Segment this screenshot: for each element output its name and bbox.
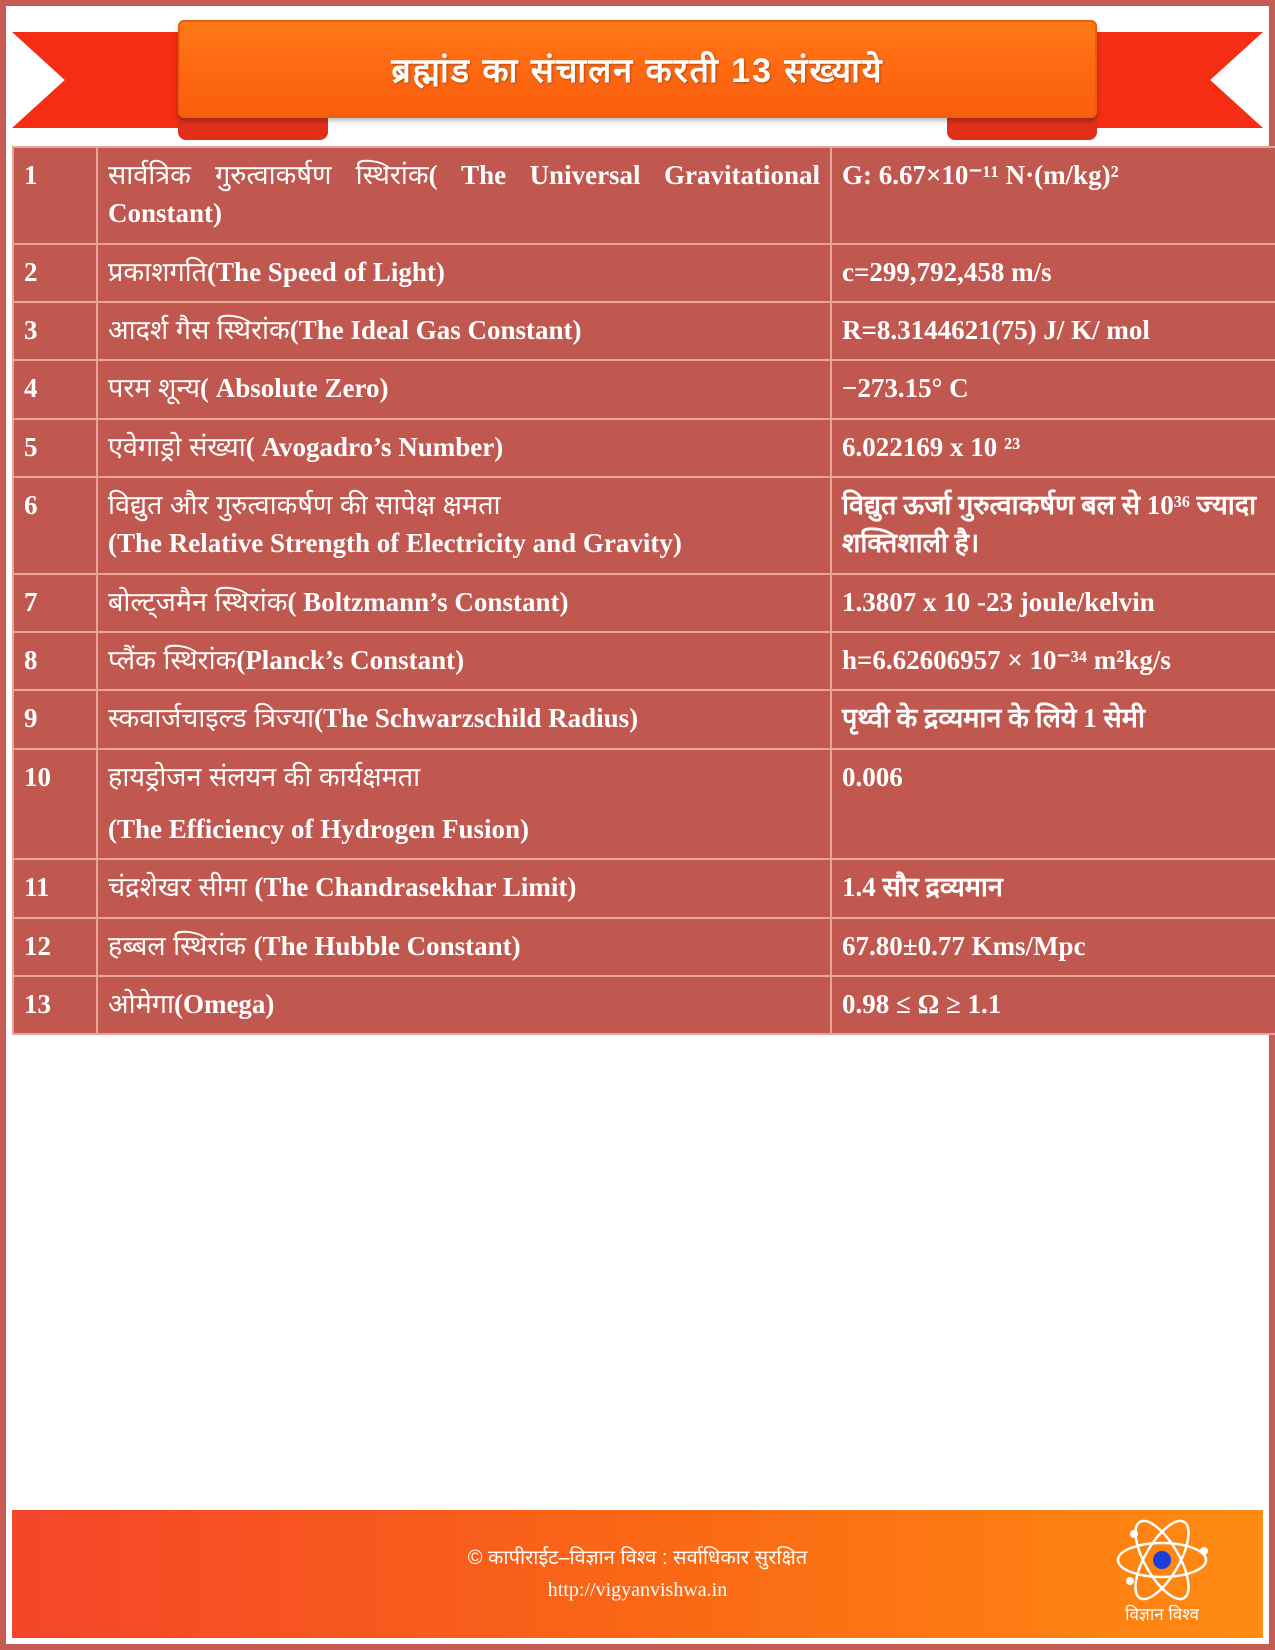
row-name-hindi: चंद्रशेखर सीमा <box>108 872 255 903</box>
atom-icon <box>1107 1518 1217 1602</box>
row-name <box>97 976 831 1034</box>
banner-area <box>6 6 1269 146</box>
row-name-english: ( Absolute Zero) <box>200 373 389 404</box>
row-name <box>97 360 831 418</box>
row-value: R=8.3144621(75) J/ K/ mol <box>831 302 1275 360</box>
row-value: 0.006 <box>831 749 1275 860</box>
row-number: 7 <box>13 574 97 632</box>
row-number: 1 <box>13 147 97 244</box>
page-title: ब्रह्मांड का संचालन करती 13 संख्याये <box>391 52 884 90</box>
row-number: 4 <box>13 360 97 418</box>
row-number: 10 <box>13 749 97 860</box>
row-name-hindi: प्रकाशगति <box>108 256 208 287</box>
row-name-hindi: हब्बल स्थिरांक <box>108 930 254 961</box>
row-name <box>97 147 831 244</box>
row-number: 12 <box>13 918 97 976</box>
row-name-english: (The Ideal Gas Constant) <box>289 314 582 345</box>
row-name-english: ( Boltzmann’s Constant) <box>287 586 569 617</box>
row-value: −273.15° C <box>831 360 1275 418</box>
row-name <box>97 690 831 748</box>
row-name-english: (The Hubble Constant) <box>253 930 521 961</box>
table-row <box>13 147 1275 244</box>
title-banner <box>178 20 1097 118</box>
row-name-english: (Omega) <box>173 988 275 1019</box>
row-name-english: ( Avogadro’s Number) <box>245 431 504 462</box>
row-name-english: (Planck’s Constant) <box>236 644 465 675</box>
row-number: 8 <box>13 632 97 690</box>
row-value: 0.98 ≤ Ω ≥ 1.1 <box>831 976 1275 1034</box>
row-name <box>97 859 831 917</box>
table-row <box>13 976 1275 1034</box>
logo-label: विज्ञान विश्व <box>1125 1605 1199 1624</box>
row-number: 11 <box>13 859 97 917</box>
footer-text-block <box>468 1542 808 1606</box>
table-row <box>13 477 1275 574</box>
row-name-hindi: एवेगाड्रो संख्या <box>108 431 246 462</box>
table-row <box>13 419 1275 477</box>
copyright-text: © कापीराईट–विज्ञान विश्व : सर्वाधिकार सुरक्षित <box>467 1547 808 1569</box>
table-row <box>13 859 1275 917</box>
table-row <box>13 360 1275 418</box>
row-name-english: ( The Universal Gravitational Constant) <box>108 160 820 229</box>
row-name-hindi: प्लैंक स्थिरांक <box>108 644 237 675</box>
row-value: h=6.62606957 × 10⁻³⁴ m²kg/s <box>831 632 1275 690</box>
row-name-english: (The Speed of Light) <box>207 256 445 287</box>
row-name-spacer <box>108 796 820 810</box>
table-row <box>13 749 1275 860</box>
table-row <box>13 632 1275 690</box>
row-value: विद्युत ऊर्जा गुरुत्वाकर्षण बल से 10³⁶ ज्यादा शक्तिशाली है। <box>831 477 1275 574</box>
row-name-english: (The Schwarzschild Radius) <box>314 703 639 734</box>
row-name-hindi: स्कवार्जचाइल्ड त्रिज्या <box>108 703 315 734</box>
row-name <box>97 419 831 477</box>
row-name-english: (The Relative Strength of Electricity and Gravity) <box>108 528 682 559</box>
constants-table <box>12 146 1275 1035</box>
row-name-hindi: सार्वत्रिक गुरुत्वाकर्षण स्थिरांक <box>108 160 429 190</box>
row-number: 9 <box>13 690 97 748</box>
table-row <box>13 244 1275 302</box>
row-name-english: (The Efficiency of Hydrogen Fusion) <box>108 813 529 844</box>
row-name <box>97 574 831 632</box>
constants-table-body <box>13 147 1275 1034</box>
table-row <box>13 918 1275 976</box>
site-logo <box>1087 1518 1237 1625</box>
row-value: 6.022169 x 10 ²³ <box>831 419 1275 477</box>
row-name-hindi: विद्युत और गुरुत्वाकर्षण की सापेक्ष क्षमता <box>108 489 501 520</box>
row-name <box>97 302 831 360</box>
row-value: G: 6.67×10⁻¹¹ N·(m/kg)² <box>831 147 1275 244</box>
row-name <box>97 918 831 976</box>
table-row <box>13 302 1275 360</box>
row-name <box>97 632 831 690</box>
row-value: 1.4 सौर द्रव्यमान <box>831 859 1275 917</box>
row-number: 2 <box>13 244 97 302</box>
table-row <box>13 690 1275 748</box>
row-value: c=299,792,458 m/s <box>831 244 1275 302</box>
website-url[interactable]: http://vigyanvishwa.in <box>547 1579 728 1601</box>
row-name-hindi: हायड्रोजन संलयन की कार्यक्षमता <box>108 761 421 792</box>
row-name-hindi: आदर्श गैस स्थिरांक <box>108 314 290 345</box>
row-number: 5 <box>13 419 97 477</box>
row-number: 3 <box>13 302 97 360</box>
row-value: 1.3807 x 10 -23 joule/kelvin <box>831 574 1275 632</box>
footer-bar <box>12 1510 1263 1638</box>
row-name-hindi: ओमेगा <box>108 988 174 1019</box>
row-name-hindi: बोल्ट्जमैन स्थिरांक <box>108 586 288 617</box>
row-number: 6 <box>13 477 97 574</box>
row-value: 67.80±0.77 Kms/Mpc <box>831 918 1275 976</box>
row-name <box>97 749 831 860</box>
row-name <box>97 477 831 574</box>
row-name <box>97 244 831 302</box>
row-number: 13 <box>13 976 97 1034</box>
table-row <box>13 574 1275 632</box>
row-name-hindi: परम शून्य <box>108 373 201 404</box>
row-value: पृथ्वी के द्रव्यमान के लिये 1 सेमी <box>831 690 1275 748</box>
row-name-english: (The Chandrasekhar Limit) <box>254 872 577 903</box>
